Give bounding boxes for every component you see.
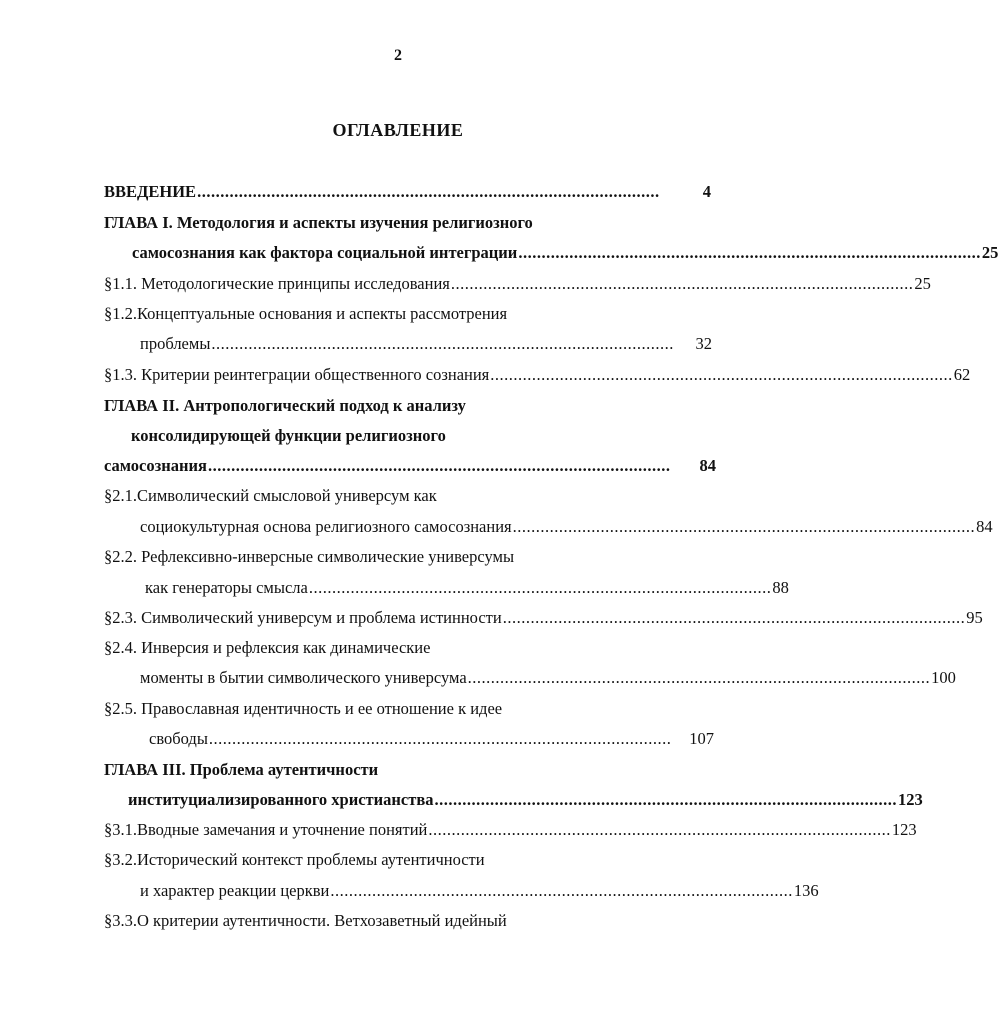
toc-entry-text: консолидирующей функции религиозного bbox=[131, 426, 446, 445]
toc-chapter-3-continuation bbox=[128, 788, 923, 812]
toc-entry-text: институциализированного христианства bbox=[128, 790, 434, 809]
toc-section-1-2 bbox=[104, 302, 507, 326]
toc-section-1-1 bbox=[104, 272, 931, 296]
toc-entry-text: §1.2.Концептуальные основания и аспекты рассмотрения bbox=[104, 304, 508, 323]
dot-leader: .................................................................................................... bbox=[518, 243, 981, 262]
toc-entry-page: 95 bbox=[966, 608, 983, 627]
toc-entry-text: моменты в бытии символического универсума bbox=[140, 668, 467, 687]
toc-entry-text: социокультурная основа религиозного самосознания bbox=[140, 517, 512, 536]
toc-entry-text: ГЛАВА III. Проблема аутентичности bbox=[104, 760, 379, 779]
toc-entry-page: 123 bbox=[898, 790, 923, 809]
toc-section-3-2-continuation bbox=[140, 879, 819, 903]
toc-entry-page: 62 bbox=[953, 365, 971, 384]
toc-entry-text: §3.2.Исторический контекст проблемы аутентичности bbox=[104, 850, 485, 869]
toc-entry-text: §2.4. Инверсия и рефлексия как динамические bbox=[104, 638, 431, 657]
dot-leader: .................................................................................................... bbox=[434, 790, 898, 809]
toc-entry-page: 25 bbox=[981, 243, 998, 262]
toc-section-2-1-continuation bbox=[140, 515, 993, 539]
toc-entry-page: 84 bbox=[699, 456, 716, 475]
toc-entry-text: ВВЕДЕНИЕ bbox=[104, 182, 197, 201]
toc-entry-introduction bbox=[104, 180, 711, 204]
toc-entry-text: свободы bbox=[149, 729, 208, 748]
toc-section-2-5-continuation bbox=[149, 727, 714, 751]
toc-section-3-3 bbox=[104, 909, 507, 933]
toc-entry-text: §1.3. Критерии реинтеграции общественного сознания bbox=[104, 365, 490, 384]
toc-entry-page: 100 bbox=[931, 668, 956, 687]
toc-section-2-4-continuation bbox=[140, 666, 956, 690]
dot-leader: .................................................................................................... bbox=[502, 608, 966, 627]
toc-section-3-1 bbox=[104, 818, 917, 842]
toc-entry-page: 25 bbox=[914, 274, 931, 293]
toc-entry-text: проблемы bbox=[140, 334, 211, 353]
dot-leader: .................................................................................................... bbox=[330, 881, 793, 900]
toc-chapter-2-continuation-2 bbox=[104, 454, 716, 478]
toc-entry-text: как генераторы смысла bbox=[145, 578, 308, 597]
toc-entry-text: §2.1.Символический смысловой универсум как bbox=[104, 486, 437, 505]
dot-leader: .................................................................................................... bbox=[207, 456, 671, 475]
page-number: 2 bbox=[394, 47, 402, 64]
toc-entry-page: 84 bbox=[976, 517, 993, 536]
toc-entry-text: §2.2. Рефлексивно-инверсные символические универсумы bbox=[104, 547, 515, 566]
toc-entry-text: §3.1.Вводные замечания и уточнение понятий bbox=[104, 820, 428, 839]
toc-entry-text: §2.3. Символический универсум и проблема истинности bbox=[104, 608, 502, 627]
dot-leader: .................................................................................................... bbox=[450, 274, 914, 293]
toc-chapter-1-continuation bbox=[132, 241, 998, 265]
toc-section-2-4 bbox=[104, 636, 430, 660]
toc-entry-page: 136 bbox=[793, 881, 819, 900]
toc-section-1-2-continuation bbox=[140, 332, 712, 356]
toc-section-3-2 bbox=[104, 848, 485, 872]
toc-section-2-5 bbox=[104, 697, 502, 721]
toc-entry-text: самосознания как фактора социальной интеграции bbox=[132, 243, 518, 262]
dot-leader: .................................................................................................... bbox=[512, 517, 976, 536]
dot-leader: .................................................................................................... bbox=[208, 729, 672, 748]
toc-entry-text: §2.5. Православная идентичность и ее отношение к идее bbox=[104, 699, 503, 718]
toc-chapter-2-heading bbox=[104, 394, 466, 418]
toc-entry-text: §3.3.О критерии аутентичности. Ветхозаветный идейный bbox=[104, 911, 507, 930]
dot-leader: .................................................................................................... bbox=[428, 820, 891, 839]
toc-entry-text: §1.1. Методологические принципы исследования bbox=[104, 274, 450, 293]
dot-leader: .................................................................................................... bbox=[197, 182, 660, 201]
dot-leader: .................................................................................................... bbox=[308, 578, 772, 597]
dot-leader: .................................................................................................... bbox=[490, 365, 953, 384]
toc-entry-text: ГЛАВА I. Методология и аспекты изучения религиозного bbox=[104, 213, 533, 232]
toc-title: ОГЛАВЛЕНИЕ bbox=[332, 120, 464, 140]
toc-entry-page: 88 bbox=[772, 578, 789, 597]
dot-leader: .................................................................................................... bbox=[211, 334, 674, 353]
dot-leader: .................................................................................................... bbox=[467, 668, 931, 687]
toc-section-2-1 bbox=[104, 484, 437, 508]
toc-entry-text: и характер реакции церкви bbox=[140, 881, 330, 900]
toc-entry-page: 4 bbox=[702, 182, 711, 201]
toc-chapter-3-heading bbox=[104, 758, 378, 782]
toc-chapter-1-heading bbox=[104, 211, 533, 235]
toc-section-2-2 bbox=[104, 545, 514, 569]
toc-section-1-3 bbox=[104, 363, 971, 387]
toc-section-2-2-continuation bbox=[145, 576, 789, 600]
toc-entry-text: самосознания bbox=[104, 456, 207, 475]
toc-section-2-3 bbox=[104, 606, 983, 630]
toc-entry-text: ГЛАВА II. Антропологический подход к анализу bbox=[104, 396, 466, 415]
toc-chapter-2-continuation bbox=[131, 424, 446, 448]
toc-entry-page: 32 bbox=[695, 334, 712, 353]
toc-entry-page: 123 bbox=[891, 820, 917, 839]
toc-entry-page: 107 bbox=[689, 729, 714, 748]
